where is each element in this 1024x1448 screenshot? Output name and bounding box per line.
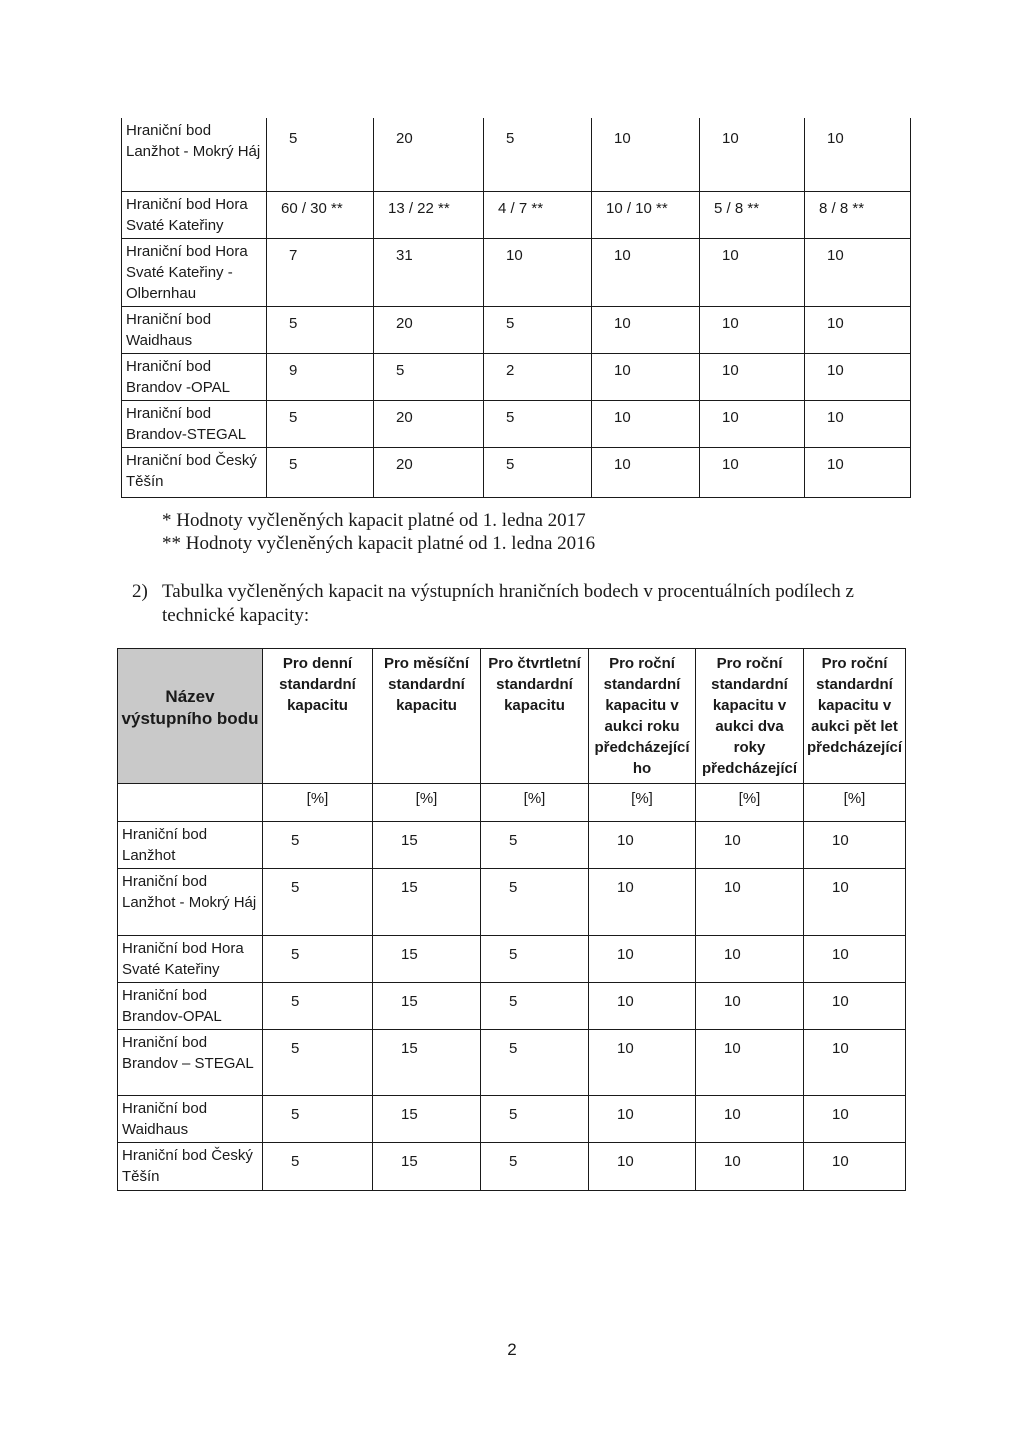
cell-value: 10 xyxy=(700,400,805,447)
cell-value: 5 xyxy=(481,1096,589,1143)
cell-value: 10 xyxy=(589,822,696,869)
cell-value: 10 xyxy=(696,983,804,1030)
cell-value: 10 xyxy=(805,447,911,497)
cell-value: 20 xyxy=(374,118,484,191)
point-name: Hraniční bod Waidhaus xyxy=(118,1096,263,1143)
cell-value: 10 xyxy=(696,936,804,983)
cell-value: 5 xyxy=(481,1143,589,1191)
cell-value: 15 xyxy=(373,869,481,936)
cell-value: 10 xyxy=(589,1030,696,1096)
cell-value: 5 xyxy=(267,118,374,191)
unit-label: [%] xyxy=(481,784,589,822)
entry-capacity-table xyxy=(121,118,911,498)
point-name: Hraniční bod Český Těšín xyxy=(122,447,267,497)
cell-value: 5 xyxy=(484,447,592,497)
cell-value: 10 xyxy=(589,983,696,1030)
cell-value: 5 xyxy=(267,447,374,497)
cell-value: 5 xyxy=(263,1030,373,1096)
cell-value: 10 xyxy=(804,1143,906,1191)
cell-value: 10 xyxy=(700,353,805,400)
cell-value: 15 xyxy=(373,822,481,869)
cell-value: 10 xyxy=(696,1096,804,1143)
table-row xyxy=(118,1143,906,1191)
table-row xyxy=(122,306,911,353)
cell-value: 10 xyxy=(696,822,804,869)
cell-value: 5 xyxy=(481,936,589,983)
cell-value: 60 / 30 ** xyxy=(267,191,374,238)
cell-value: 10 xyxy=(805,306,911,353)
cell-value: 5 / 8 ** xyxy=(700,191,805,238)
cell-value: 10 xyxy=(805,400,911,447)
point-name: Hraniční bod Brandov-STEGAL xyxy=(122,400,267,447)
point-name: Hraniční bod Hora Svaté Kateřiny xyxy=(118,936,263,983)
cell-value: 10 xyxy=(700,118,805,191)
table-row xyxy=(118,1096,906,1143)
point-name: Hraniční bod Brandov-OPAL xyxy=(118,983,263,1030)
cell-value: 10 / 10 ** xyxy=(592,191,700,238)
cell-value: 31 xyxy=(374,238,484,306)
cell-value: 10 xyxy=(696,1143,804,1191)
exit-point-header: Název výstupního bodu xyxy=(118,649,263,784)
cell-value: 10 xyxy=(589,936,696,983)
cell-value: 8 / 8 ** xyxy=(805,191,911,238)
cell-value: 10 xyxy=(592,306,700,353)
table-row xyxy=(118,1030,906,1096)
cell-value: 10 xyxy=(804,822,906,869)
cell-value: 10 xyxy=(696,1030,804,1096)
cell-value: 10 xyxy=(589,1143,696,1191)
cell-value: 10 xyxy=(805,238,911,306)
point-name: Hraniční bod Waidhaus xyxy=(122,306,267,353)
column-header: Pro roční standardní kapacitu v aukci roku předcházející ho xyxy=(589,649,696,784)
cell-value: 5 xyxy=(481,1030,589,1096)
cell-value: 5 xyxy=(263,869,373,936)
table-row xyxy=(122,400,911,447)
cell-value: 5 xyxy=(481,869,589,936)
cell-value: 10 xyxy=(805,118,911,191)
cell-value: 10 xyxy=(700,238,805,306)
unit-label: [%] xyxy=(696,784,804,822)
column-header: Pro roční standardní kapacitu v aukci pět let předcházející xyxy=(804,649,906,784)
table-row xyxy=(118,869,906,936)
cell-value: 20 xyxy=(374,306,484,353)
cell-value: 5 xyxy=(267,306,374,353)
cell-value: 13 / 22 ** xyxy=(374,191,484,238)
section-number: 2) xyxy=(132,581,148,602)
table-row xyxy=(118,822,906,869)
unit-row xyxy=(118,784,906,822)
column-header: Pro roční standardní kapacitu v aukci dva roky předcházející xyxy=(696,649,804,784)
cell-value: 10 xyxy=(696,869,804,936)
column-header: Pro denní standardní kapacitu xyxy=(263,649,373,784)
table-row xyxy=(122,238,911,306)
cell-value: 4 / 7 ** xyxy=(484,191,592,238)
cell-value: 9 xyxy=(267,353,374,400)
point-name: Hraniční bod Lanžhot xyxy=(118,822,263,869)
point-name: Hraniční bod Lanžhot - Mokrý Háj xyxy=(122,118,267,191)
cell-value: 15 xyxy=(373,983,481,1030)
cell-value: 10 xyxy=(589,869,696,936)
cell-value: 10 xyxy=(805,353,911,400)
cell-value: 15 xyxy=(373,1030,481,1096)
cell-value: 10 xyxy=(804,983,906,1030)
page-number: 2 xyxy=(507,1340,517,1359)
unit-label: [%] xyxy=(589,784,696,822)
cell-value: 5 xyxy=(481,983,589,1030)
cell-value: 10 xyxy=(592,400,700,447)
unit-label: [%] xyxy=(373,784,481,822)
cell-value: 5 xyxy=(484,306,592,353)
cell-value: 10 xyxy=(592,447,700,497)
cell-value: 5 xyxy=(481,822,589,869)
table-row xyxy=(122,353,911,400)
point-name: Hraniční bod Český Těšín xyxy=(118,1143,263,1191)
cell-value: 7 xyxy=(267,238,374,306)
cell-value: 15 xyxy=(373,1096,481,1143)
cell-value: 10 xyxy=(484,238,592,306)
cell-value: 5 xyxy=(267,400,374,447)
table-row xyxy=(118,983,906,1030)
footnote-2017: * Hodnoty vyčleněných kapacit platné od 1. ledna 2017 xyxy=(162,510,586,531)
cell-value: 5 xyxy=(263,822,373,869)
unit-blank xyxy=(118,784,263,822)
point-name: Hraniční bod Brandov – STEGAL xyxy=(118,1030,263,1096)
cell-value: 5 xyxy=(263,1096,373,1143)
table-row xyxy=(122,191,911,238)
cell-value: 5 xyxy=(263,983,373,1030)
cell-value: 10 xyxy=(804,1030,906,1096)
cell-value: 15 xyxy=(373,936,481,983)
point-name: Hraniční bod Brandov -OPAL xyxy=(122,353,267,400)
exit-capacity-table xyxy=(117,648,906,1191)
point-name: Hraniční bod Lanžhot - Mokrý Háj xyxy=(118,869,263,936)
cell-value: 10 xyxy=(592,118,700,191)
unit-label: [%] xyxy=(263,784,373,822)
cell-value: 10 xyxy=(592,238,700,306)
section-text: Tabulka vyčleněných kapacit na výstupních hraničních bodech v procentuálních podílech z technické kapacity: xyxy=(162,581,854,626)
table-row xyxy=(122,447,911,497)
cell-value: 5 xyxy=(263,936,373,983)
point-name: Hraniční bod Hora Svaté Kateřiny - Olbernhau xyxy=(122,238,267,306)
cell-value: 10 xyxy=(804,936,906,983)
column-header: Pro měsíční standardní kapacitu xyxy=(373,649,481,784)
cell-value: 15 xyxy=(373,1143,481,1191)
point-name: Hraniční bod Hora Svaté Kateřiny xyxy=(122,191,267,238)
header-row xyxy=(118,649,906,784)
cell-value: 5 xyxy=(484,118,592,191)
cell-value: 10 xyxy=(589,1096,696,1143)
cell-value: 20 xyxy=(374,400,484,447)
cell-value: 10 xyxy=(804,1096,906,1143)
unit-label: [%] xyxy=(804,784,906,822)
cell-value: 5 xyxy=(263,1143,373,1191)
table-row xyxy=(122,118,911,191)
cell-value: 5 xyxy=(374,353,484,400)
cell-value: 20 xyxy=(374,447,484,497)
cell-value: 5 xyxy=(484,400,592,447)
cell-value: 10 xyxy=(592,353,700,400)
table-row xyxy=(118,936,906,983)
cell-value: 10 xyxy=(804,869,906,936)
footnote-2016: ** Hodnoty vyčleněných kapacit platné od 1. ledna 2016 xyxy=(162,533,596,554)
cell-value: 10 xyxy=(700,306,805,353)
cell-value: 10 xyxy=(700,447,805,497)
cell-value: 2 xyxy=(484,353,592,400)
column-header: Pro čtvrtletní standardní kapacitu xyxy=(481,649,589,784)
